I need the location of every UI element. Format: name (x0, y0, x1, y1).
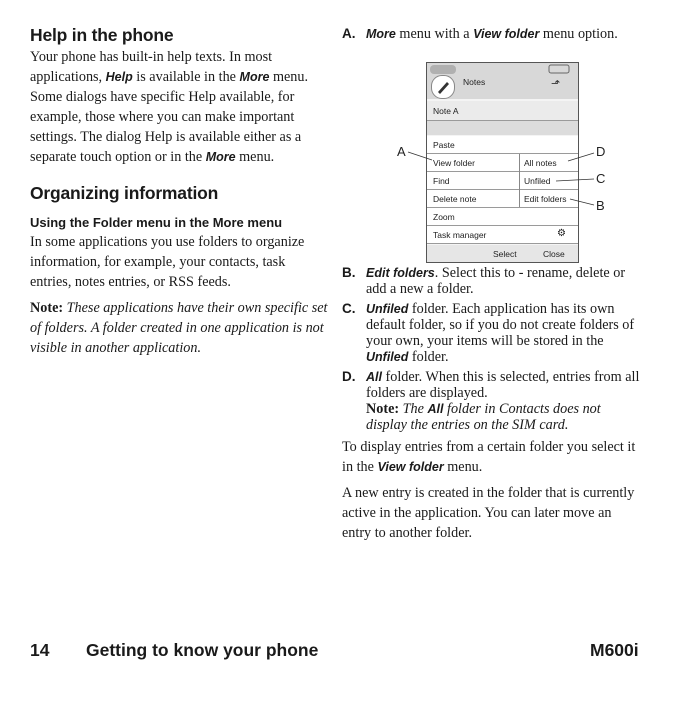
menu-item-view-folder-label: View folder (433, 158, 475, 168)
help-text-4: menu. (235, 149, 275, 165)
ui-term-edit-folders: Edit folders (366, 266, 435, 280)
ui-term-more-menu: More (366, 27, 396, 41)
submenu-all-notes-label: All notes (524, 158, 557, 168)
model-name: M600i (590, 640, 639, 660)
menu-item-find-label: Find (433, 176, 450, 186)
menu-item-paste-label: Paste (433, 140, 455, 150)
submenu-edit-folders-label: Edit folders (524, 194, 567, 204)
submenu-unfiled-label: Unfiled (524, 176, 551, 186)
right-column-lower (342, 265, 642, 543)
app-title: Notes (463, 77, 486, 87)
note-text: These applications have their own specific set of folders. A folder created in one application is not visible in another application. (30, 300, 328, 356)
help-heading: Help in the phone (30, 25, 174, 45)
ui-term-more-2: More (205, 150, 236, 164)
callout-label-c: C (596, 171, 606, 186)
menu-item-task-manager-label: Task manager (433, 230, 487, 240)
letter-c: C. (342, 301, 356, 316)
folder-menu-subheading: Using the Folder menu in the More menu (30, 215, 283, 230)
view-folder-text-2: menu. (443, 459, 483, 475)
item-c-text-1: folder. Each application has its own default folder, so if you do not create folders of your own, your items will be stored in the (366, 301, 635, 349)
item-c-text-2: folder. (408, 349, 449, 365)
organizing-heading: Organizing information (30, 183, 219, 203)
callout-line-d (568, 153, 594, 161)
ui-term-more: More (239, 70, 270, 84)
help-text-2: is available in the (132, 69, 240, 85)
item-d-note-text-1: The (399, 401, 428, 417)
item-d-note-text-2: folder in Contacts does not display the entries on the SIM card. (366, 401, 601, 433)
view-folder-paragraph (342, 437, 642, 477)
back-icon[interactable]: ⬏ (551, 78, 561, 90)
list-item-d (342, 369, 642, 433)
menu-item-delete-note-label: Delete note (433, 194, 477, 204)
ui-term-help: Help (105, 70, 133, 84)
organizing-paragraph: In some applications you use folders to organize information, for example, your contacts, task entries, notes entries, or RSS feeds. (30, 234, 305, 290)
item-b-text: . Select this to - rename, delete or add a new a folder. (366, 265, 626, 297)
item-a-text-2: menu option. (539, 26, 618, 42)
ui-term-view-folder-2: View folder (377, 460, 444, 474)
item-d-note-label: Note: (366, 401, 400, 417)
task-manager-icon: ⚙ (557, 228, 566, 239)
letter-b: B. (342, 265, 356, 280)
page-number: 14 (30, 640, 50, 660)
softkey-select[interactable]: Select (493, 249, 517, 259)
view-folder-text-1: To display entries from a certain folder you select it in the (342, 439, 636, 475)
softkey-close[interactable]: Close (543, 249, 565, 259)
menu-item-zoom-label: Zoom (433, 212, 455, 222)
letter-a: A. (342, 26, 356, 41)
ui-term-all: All (366, 370, 382, 384)
callout-label-d: D (596, 144, 606, 159)
callout-label-a: A (397, 144, 406, 159)
help-text-1: Your phone has built-in help texts. In most applications, (30, 49, 273, 85)
help-text-3: menu. Some dialogs have specific Help available, for example, those where you can make important settings. The dialog Help is available either as a separate touch option or in the (30, 69, 309, 165)
list-item-b (342, 265, 642, 297)
chapter-title: Getting to know your phone (86, 640, 319, 660)
list-item-c (342, 301, 642, 365)
callout-line-c (556, 179, 594, 181)
new-entry-paragraph: A new entry is created in the folder that is currently active in the application. You can later move an entry to another folder. (342, 485, 635, 541)
note-item-label: Note A (433, 106, 459, 116)
note-label: Note: (30, 300, 64, 316)
ui-term-view-folder: View folder (473, 27, 540, 41)
callout-line-b (570, 199, 594, 205)
ui-term-unfiled-2: Unfiled (366, 350, 409, 364)
callout-label-b: B (596, 198, 605, 213)
item-a-text-1: menu with a (395, 26, 474, 42)
ui-term-all-2: All (427, 402, 444, 416)
item-d-text: folder. When this is selected, entries from all folders are displayed. (366, 369, 640, 401)
callout-line-a (408, 152, 432, 160)
letter-d: D. (342, 369, 356, 384)
ui-term-unfiled: Unfiled (366, 302, 409, 316)
